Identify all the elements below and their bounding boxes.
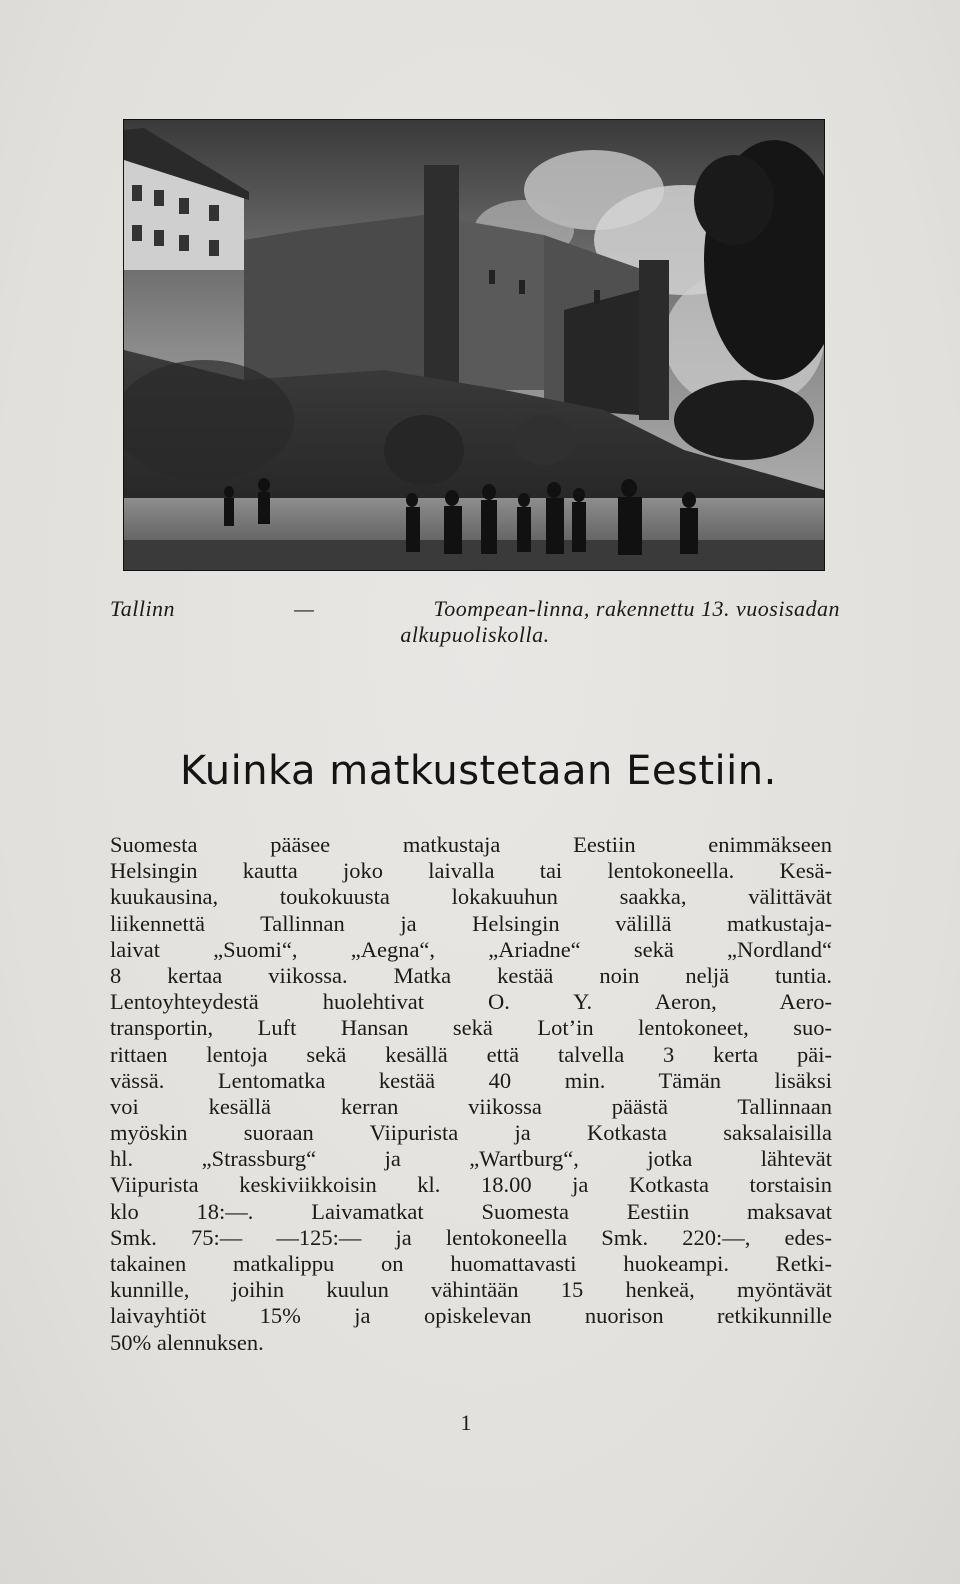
text-line: Suomesta pääsee matkustaja Eestiin enimmäkseen (110, 832, 832, 857)
text-line: 8 kertaa viikossa. Matka kestää noin neljä tuntia. (110, 962, 832, 988)
text-line: Viipurista keskiviikkoisin kl. 18.00 ja Kotkasta torstaisin (110, 1172, 832, 1198)
page-number: 1 (460, 1410, 472, 1435)
text-line: 50% alennuksen. (110, 1329, 264, 1355)
text-line: Helsingin kautta joko laivalla tai lentokoneella. Kesä- (110, 858, 832, 884)
caption-description: Toompean-linna, rakennettu 13. vuosisadan (433, 596, 840, 621)
caption-dash: — (294, 596, 315, 621)
text-line: laivat „Suomi“, „Aegna“, „Ariadne“ sekä „Nordland“ (110, 936, 832, 962)
caption-place: Tallinn (110, 596, 176, 621)
text-line: laivayhtiöt 15% ja opiskelevan nuorison retkikunnille (110, 1303, 832, 1329)
body-paragraph (110, 832, 832, 1356)
text-line: kunnille, joihin kuulun vähintään 15 henkeä, myöntävät (110, 1277, 832, 1303)
text-line: vässä. Lentomatka kestää 40 min. Tämän lisäksi (110, 1067, 832, 1093)
caption-line-1 (110, 596, 840, 622)
text-line: transportin, Luft Hansan sekä Lot’in lentokoneet, suo- (110, 1015, 832, 1041)
castle-photo-image (124, 120, 824, 570)
text-line: rittaen lentoja sekä kesällä että talvella 3 kerta päi- (110, 1041, 832, 1067)
text-line: myöskin suoraan Viipurista ja Kotkasta saksalaisilla (110, 1120, 832, 1146)
caption-line-2: alkupuoliskolla. (400, 622, 550, 647)
text-line: takainen matkalippu on huomattavasti huokeampi. Retki- (110, 1251, 832, 1276)
text-line: Lentoyhteydestä huolehtivat O. Y. Aeron, Aero- (110, 989, 832, 1015)
text-line: voi kesällä kerran viikossa päästä Tallinnaan (110, 1093, 832, 1119)
castle-photo (124, 120, 824, 570)
section-heading: Kuinka matkustetaan Eestiin. (180, 748, 777, 794)
text-line: klo 18:—. Laivamatkat Suomesta Eestiin maksavat (110, 1198, 832, 1224)
text-line: liikennettä Tallinnan ja Helsingin välillä matkustaja- (110, 910, 832, 936)
text-line: Smk. 75:— —125:— ja lentokoneella Smk. 220:—, edes- (110, 1224, 832, 1250)
photo-caption (110, 596, 840, 648)
text-line: kuukausina, toukokuusta lokakuuhun saakka, välittävät (110, 884, 832, 910)
text-line: hl. „Strassburg“ ja „Wartburg“, jotka lähtevät (110, 1146, 832, 1172)
